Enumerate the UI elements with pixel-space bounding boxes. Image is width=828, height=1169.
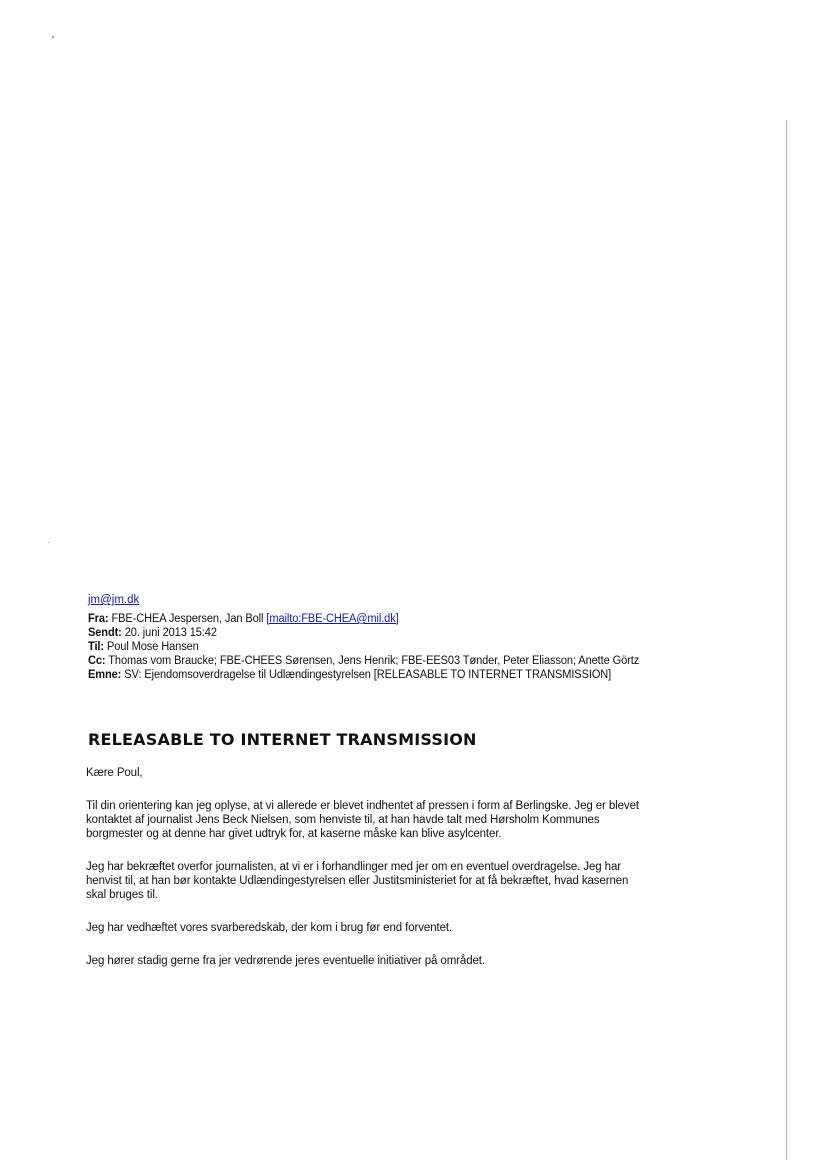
subject-label: Emne: <box>88 669 122 681</box>
cc-label: Cc: <box>88 655 106 667</box>
paragraph-2-line: skal bruges til. <box>86 889 158 901</box>
from-mailto-link[interactable]: [mailto:FBE-CHEA@mil.dk] <box>266 613 399 625</box>
cc-value: Thomas vom Braucke; FBE-CHEES Sørensen, Jens Henrik; FBE-EES03 Tønder, Peter Eliasson; Anette Görtz <box>108 655 640 667</box>
email-header <box>88 594 728 682</box>
paragraph-1 <box>86 799 716 841</box>
to-value: Poul Mose Hansen <box>106 641 199 653</box>
paragraph-1-line: Til din orientering kan jeg oplyse, at vi allerede er blevet indhentet af pressen i form af Berlingske. Jeg er blevet <box>86 800 639 812</box>
sent-label: Sendt: <box>88 627 122 639</box>
from-label: Fra: <box>88 613 109 625</box>
from-value: FBE-CHEA Jespersen, Jan Boll <box>111 613 264 625</box>
scan-speck <box>52 36 54 38</box>
from-line <box>88 612 702 626</box>
email-body <box>86 766 716 987</box>
to-label: Til: <box>88 641 104 653</box>
email-header-fields <box>88 612 702 682</box>
paragraph-2-line: Jeg har bekræftet overfor journalisten, at vi er i forhandlinger med jer om en eventuel overdragelse. Jeg har <box>86 861 622 873</box>
sent-value: 20. juni 2013 15:42 <box>124 627 217 639</box>
paragraph-2-line: henvist til, at han bør kontakte Udlændingestyrelsen eller Justitsministeriet for at få bekræftet, hvad kasernen <box>86 875 629 887</box>
release-title: RELEASABLE TO INTERNET TRANSMISSION <box>88 730 477 749</box>
sent-line <box>88 626 702 640</box>
subject-value: SV: Ejendomsoverdragelse til Udlændingestyrelsen [RELEASABLE TO INTERNET TRANSMISSION] <box>124 669 612 681</box>
to-line <box>88 640 702 654</box>
scan-edge-line <box>786 120 787 1160</box>
paragraph-3: Jeg har vedhæftet vores svarberedskab, der kom i brug før end forventet. <box>86 922 453 934</box>
paragraph-4: Jeg hører stadig gerne fra jer vedrørende jeres eventuelle initiativer på området. <box>86 955 485 967</box>
paragraph-1-line: borgmester og at denne har givet udtryk for, at kaserne måske kan blive asylcenter. <box>86 828 502 840</box>
scan-speck <box>48 542 49 543</box>
paragraph-2 <box>86 860 716 902</box>
greeting: Kære Poul, <box>86 767 143 779</box>
cc-line <box>88 654 702 668</box>
paragraph-1-line: kontaktet af journalist Jens Beck Nielsen, som henviste til, at han havde talt med Hørsholm Kommunes <box>86 814 600 826</box>
subject-line <box>88 668 702 682</box>
recipient-email-link[interactable]: jm@jm.dk <box>88 594 140 606</box>
